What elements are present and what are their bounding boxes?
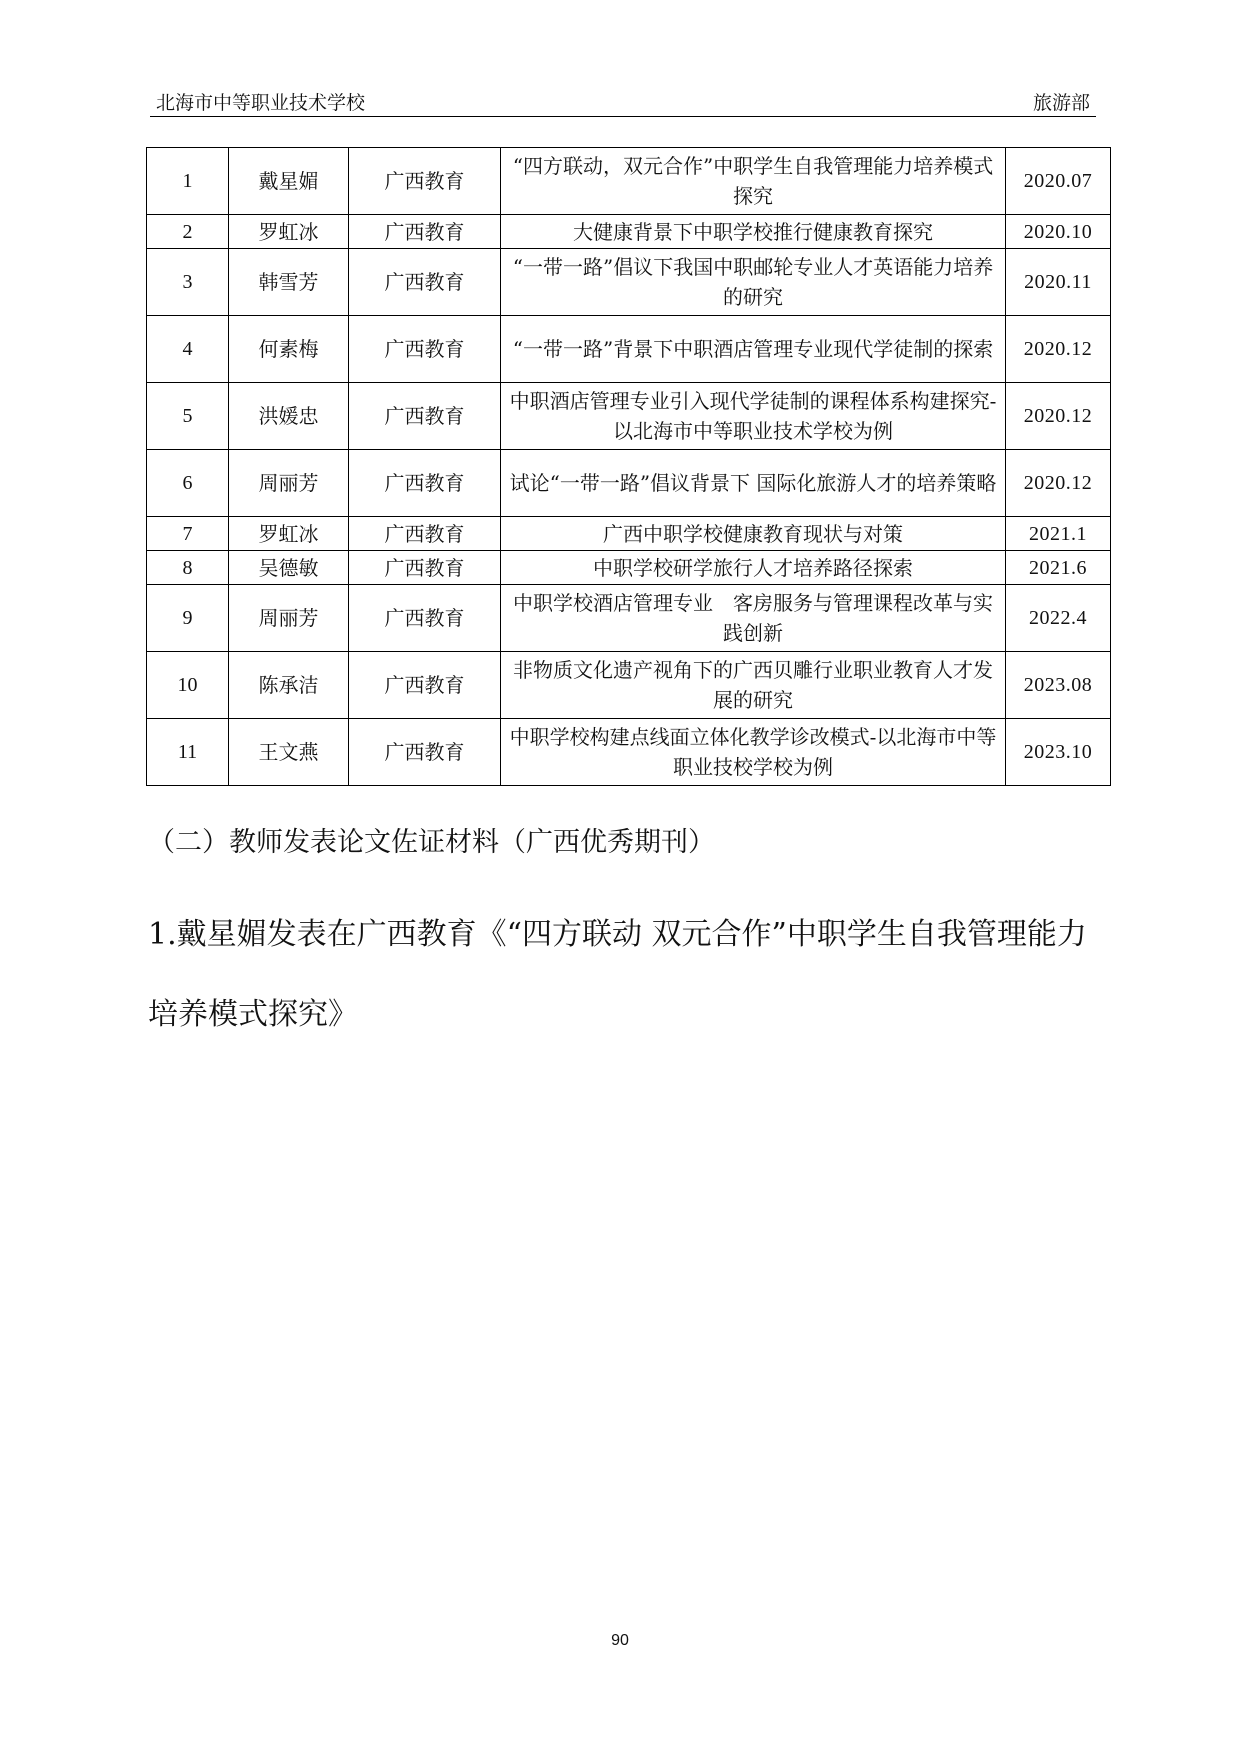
table-row xyxy=(147,450,1111,517)
author-name: 韩雪芳 xyxy=(229,249,349,316)
papers-table xyxy=(146,147,1111,786)
row-number: 11 xyxy=(147,719,229,786)
row-number: 9 xyxy=(147,585,229,652)
author-name: 罗虹冰 xyxy=(229,517,349,551)
journal-name: 广西教育 xyxy=(349,450,501,517)
paper-title: 大健康背景下中职学校推行健康教育探究 xyxy=(501,215,1006,249)
row-number: 7 xyxy=(147,517,229,551)
paper-title: 非物质文化遗产视角下的广西贝雕行业职业教育人才发展的研究 xyxy=(501,652,1006,719)
journal-name: 广西教育 xyxy=(349,585,501,652)
author-name: 洪媛忠 xyxy=(229,383,349,450)
paper-title: “四方联动，双元合作”中职学生自我管理能力培养模式探究 xyxy=(501,148,1006,215)
publish-date: 2020.12 xyxy=(1006,450,1111,517)
journal-name: 广西教育 xyxy=(349,215,501,249)
paper-title: 中职酒店管理专业引入现代学徒制的课程体系构建探究-以北海市中等职业技术学校为例 xyxy=(501,383,1006,450)
table-row xyxy=(147,585,1111,652)
row-number: 10 xyxy=(147,652,229,719)
journal-name: 广西教育 xyxy=(349,316,501,383)
publish-date: 2020.07 xyxy=(1006,148,1111,215)
table-row xyxy=(147,316,1111,383)
row-number: 4 xyxy=(147,316,229,383)
table-row xyxy=(147,148,1111,215)
journal-name: 广西教育 xyxy=(349,148,501,215)
row-number: 6 xyxy=(147,450,229,517)
paper-title: “一带一路”背景下中职酒店管理专业现代学徒制的探索 xyxy=(501,316,1006,383)
row-number: 8 xyxy=(147,551,229,585)
author-name: 周丽芳 xyxy=(229,585,349,652)
author-name: 罗虹冰 xyxy=(229,215,349,249)
table-row xyxy=(147,652,1111,719)
table-row xyxy=(147,249,1111,316)
paper-title: 广西中职学校健康教育现状与对策 xyxy=(501,517,1006,551)
table-row xyxy=(147,517,1111,551)
row-number: 1 xyxy=(147,148,229,215)
page-header xyxy=(150,82,1096,117)
publish-date: 2020.12 xyxy=(1006,383,1111,450)
paper-title: “一带一路”倡议下我国中职邮轮专业人才英语能力培养的研究 xyxy=(501,249,1006,316)
author-name: 戴星媚 xyxy=(229,148,349,215)
table-row xyxy=(147,215,1111,249)
author-name: 周丽芳 xyxy=(229,450,349,517)
publish-date: 2021.6 xyxy=(1006,551,1111,585)
evidence-item-1: 1.戴星媚发表在广西教育《“四方联动 双元合作”中职学生自我管理能力培养模式探究》 xyxy=(148,917,1087,1032)
publish-date: 2023.08 xyxy=(1006,652,1111,719)
publish-date: 2023.10 xyxy=(1006,719,1111,786)
section-heading: （二）教师发表论文佐证材料（广西优秀期刊） xyxy=(148,827,715,858)
paper-title: 中职学校构建点线面立体化教学诊改模式-以北海市中等职业技校学校为例 xyxy=(501,719,1006,786)
table-row xyxy=(147,383,1111,450)
journal-name: 广西教育 xyxy=(349,517,501,551)
journal-name: 广西教育 xyxy=(349,652,501,719)
publish-date: 2021.1 xyxy=(1006,517,1111,551)
publish-date: 2020.10 xyxy=(1006,215,1111,249)
paper-title: 中职学校酒店管理专业 客房服务与管理课程改革与实践创新 xyxy=(501,585,1006,652)
row-number: 2 xyxy=(147,215,229,249)
author-name: 何素梅 xyxy=(229,316,349,383)
author-name: 吴德敏 xyxy=(229,551,349,585)
header-school-name: 北海市中等职业技术学校 xyxy=(156,92,366,114)
paper-title: 试论“一带一路”倡议背景下 国际化旅游人才的培养策略 xyxy=(501,450,1006,517)
publish-date: 2020.12 xyxy=(1006,316,1111,383)
publish-date: 2020.11 xyxy=(1006,249,1111,316)
table-row xyxy=(147,551,1111,585)
page-number: 90 xyxy=(611,1632,629,1649)
header-department: 旅游部 xyxy=(1032,92,1090,114)
author-name: 王文燕 xyxy=(229,719,349,786)
journal-name: 广西教育 xyxy=(349,719,501,786)
row-number: 5 xyxy=(147,383,229,450)
journal-name: 广西教育 xyxy=(349,551,501,585)
paper-title: 中职学校研学旅行人才培养路径探索 xyxy=(501,551,1006,585)
table-row xyxy=(147,719,1111,786)
journal-name: 广西教育 xyxy=(349,383,501,450)
row-number: 3 xyxy=(147,249,229,316)
author-name: 陈承洁 xyxy=(229,652,349,719)
journal-name: 广西教育 xyxy=(349,249,501,316)
publish-date: 2022.4 xyxy=(1006,585,1111,652)
